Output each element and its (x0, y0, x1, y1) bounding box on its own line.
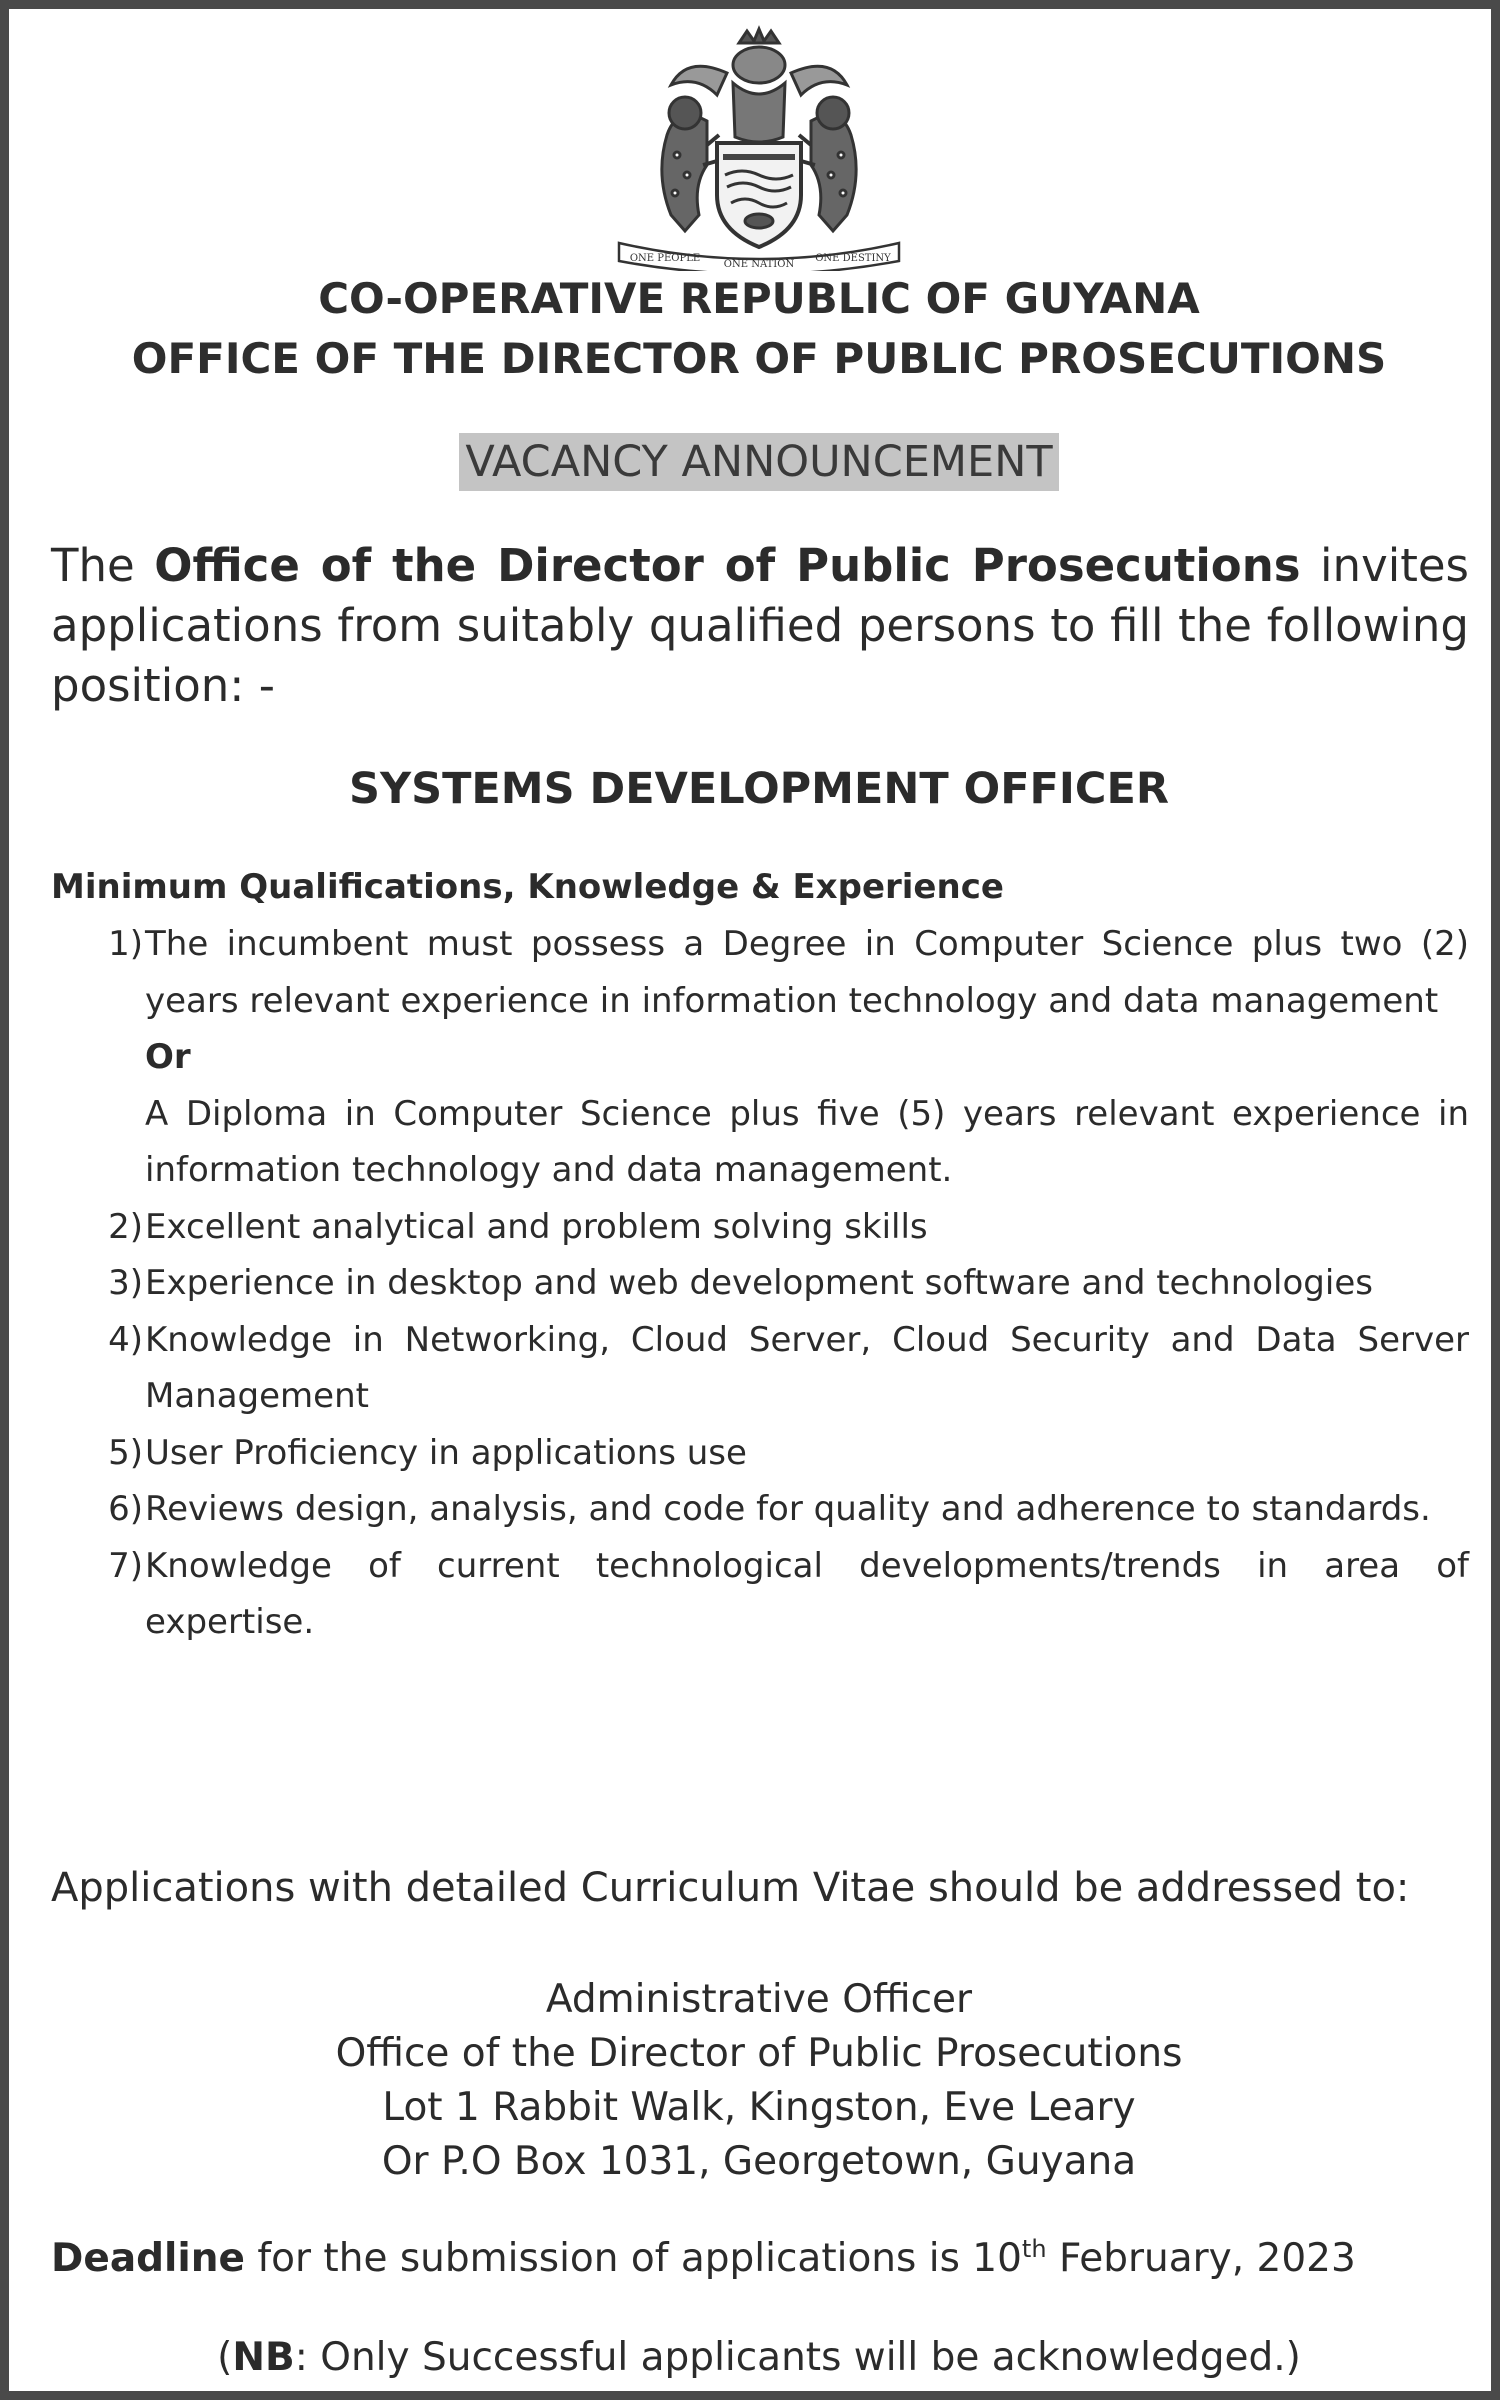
deadline-statement (51, 2232, 1469, 2286)
item-text: Reviews design, analysis, and code for quality and adherence to standards. (145, 1489, 1431, 1529)
position-title: SYSTEMS DEVELOPMENT OFFICER (349, 764, 1169, 814)
list-item (51, 1538, 1469, 1651)
item-number: 2) (108, 1206, 143, 1247)
item-number: 7) (108, 1545, 143, 1586)
list-item (51, 1481, 1469, 1538)
item-text-block (143, 916, 1469, 1199)
item-text: Experience in desktop and web development software and technologies (145, 1263, 1373, 1303)
list-item (51, 1425, 1469, 1482)
list-item (51, 1199, 1469, 1256)
address-line: Lot 1 Rabbit Walk, Kingston, Eve Leary (382, 2085, 1136, 2130)
motto-text: ONE PEOPLE (629, 253, 701, 264)
list-item (51, 1255, 1469, 1312)
deadline-day-suffix: th (1021, 2235, 1047, 2263)
intro-prefix: The (51, 539, 155, 592)
list-item (51, 1312, 1469, 1425)
qualifications-heading: Minimum Qualifications, Knowledge & Experience (51, 867, 1004, 907)
list-item (51, 916, 1469, 1199)
intro-office-name: Office of the Director of Public Prosecutions (154, 539, 1301, 592)
motto-text: ONE NATION (723, 259, 795, 270)
coat-of-arms-emblem (607, 25, 911, 271)
item-text: User Proficiency in applications use (145, 1432, 747, 1473)
item-number: 6) (108, 1489, 143, 1529)
item-number: 4) (108, 1319, 143, 1360)
item-text: Knowledge in Networking, Cloud Server, Cloud Security and Data Server Management (145, 1319, 1469, 1416)
intro-suffix: invites applications from suitably qualified persons to fill the following position: - (51, 539, 1469, 712)
item-text: Knowledge of current technological developments/trends in area of expertise. (145, 1545, 1469, 1642)
address-line: Or P.O Box 1031, Georgetown, Guyana (381, 2139, 1137, 2184)
nb-text: : Only Successful applicants will be acknowledged.) (294, 2335, 1301, 2380)
qualifications-list (51, 916, 1469, 1651)
item-text: Excellent analytical and problem solving skills (145, 1206, 928, 1247)
applications-instruction: Applications with detailed Curriculum Vitae should be addressed to: (51, 1865, 1410, 1911)
deadline-text: for the submission of applications is 10 (245, 2236, 1022, 2281)
intro-paragraph (51, 536, 1469, 716)
motto-text: ONE DESTINY (815, 253, 891, 264)
deadline-date: February, 2023 (1046, 2236, 1356, 2281)
address-line: Administrative Officer (545, 1977, 973, 2022)
item-text: The incumbent must possess a Degree in Computer Science plus two (2) years relevant experience in information technology and data management (145, 924, 1469, 1021)
item-alternative-text: A Diploma in Computer Science plus five (5) years relevant experience in information technology and data management. (145, 1093, 1469, 1190)
mailing-address (9, 1973, 1500, 2189)
country-heading: CO-OPERATIVE REPUBLIC OF GUYANA (318, 274, 1200, 323)
deadline-label: Deadline (51, 2236, 246, 2281)
office-heading: OFFICE OF THE DIRECTOR OF PUBLIC PROSECUTIONS (131, 334, 1387, 383)
banner-wrap (9, 433, 1500, 491)
nb-note (9, 2331, 1500, 2385)
or-separator: Or (145, 1037, 191, 1077)
nb-label: NB (232, 2335, 295, 2380)
item-number: 1) (108, 924, 143, 964)
address-line: Office of the Director of Public Prosecutions (335, 2031, 1183, 2076)
item-number: 5) (108, 1432, 143, 1473)
nb-open-paren: ( (217, 2335, 233, 2380)
item-number: 3) (108, 1263, 143, 1303)
vacancy-banner: VACANCY ANNOUNCEMENT (459, 433, 1058, 491)
